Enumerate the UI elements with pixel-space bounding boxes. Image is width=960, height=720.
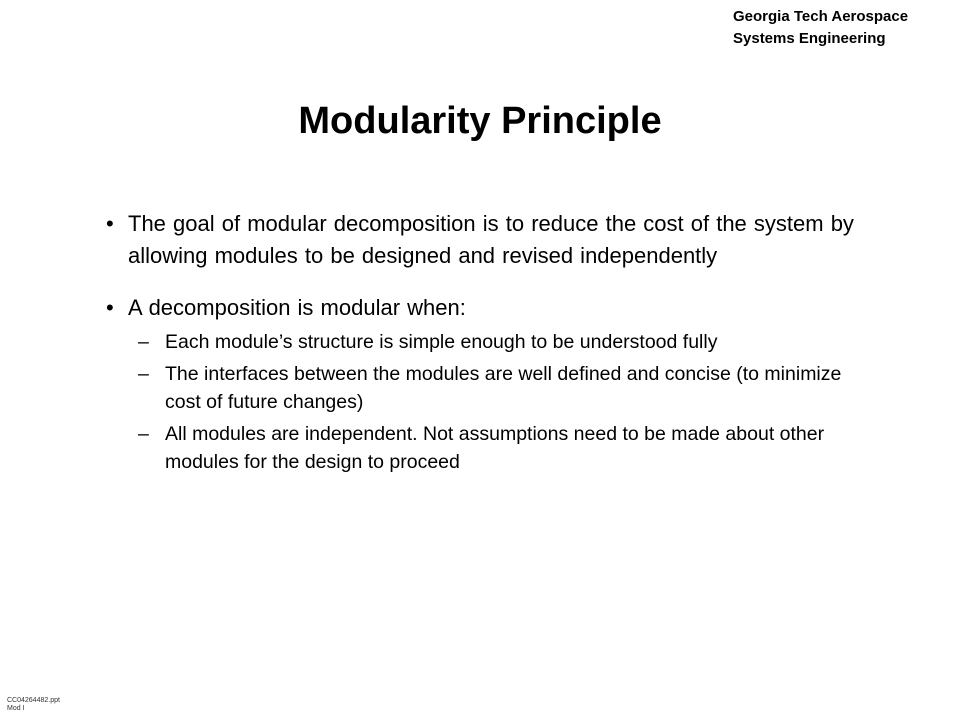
bullet-dot-icon: • xyxy=(106,211,114,236)
subbullet-text: All modules are independent. Not assumptions need to be made about other modules for the design to proceed xyxy=(165,423,825,473)
bullet-text: A decomposition is modular when: xyxy=(128,295,466,320)
slide-body xyxy=(106,208,866,476)
slide-title: Modularity Principle xyxy=(298,100,662,142)
dash-icon: – xyxy=(138,423,149,445)
subbullet-text: The interfaces between the modules are well defined and concise (to minimize cost of future changes) xyxy=(165,363,842,413)
subbullet-independent xyxy=(106,420,866,476)
dash-icon: – xyxy=(138,363,149,385)
subbullet-simple-structure xyxy=(106,328,866,356)
bullet-dot-icon: • xyxy=(106,295,114,320)
footer-file: CC04264482.ppt xyxy=(7,697,60,704)
org-line-1: Georgia Tech Aerospace xyxy=(733,8,909,25)
bullet-text: The goal of modular decomposition is to reduce the cost of the system by allowing modules to be designed and revised independently xyxy=(128,211,854,268)
dash-icon: – xyxy=(138,331,149,353)
subbullet-interfaces xyxy=(106,360,866,416)
bullet-modular-when xyxy=(106,292,866,324)
organization-label xyxy=(733,6,908,50)
org-line-2: Systems Engineering xyxy=(733,30,886,47)
slide-footer xyxy=(7,697,60,713)
footer-module: Mod I xyxy=(7,705,25,712)
bullet-goal xyxy=(106,208,866,272)
subbullet-text: Each module’s structure is simple enough to be understood fully xyxy=(165,331,718,353)
